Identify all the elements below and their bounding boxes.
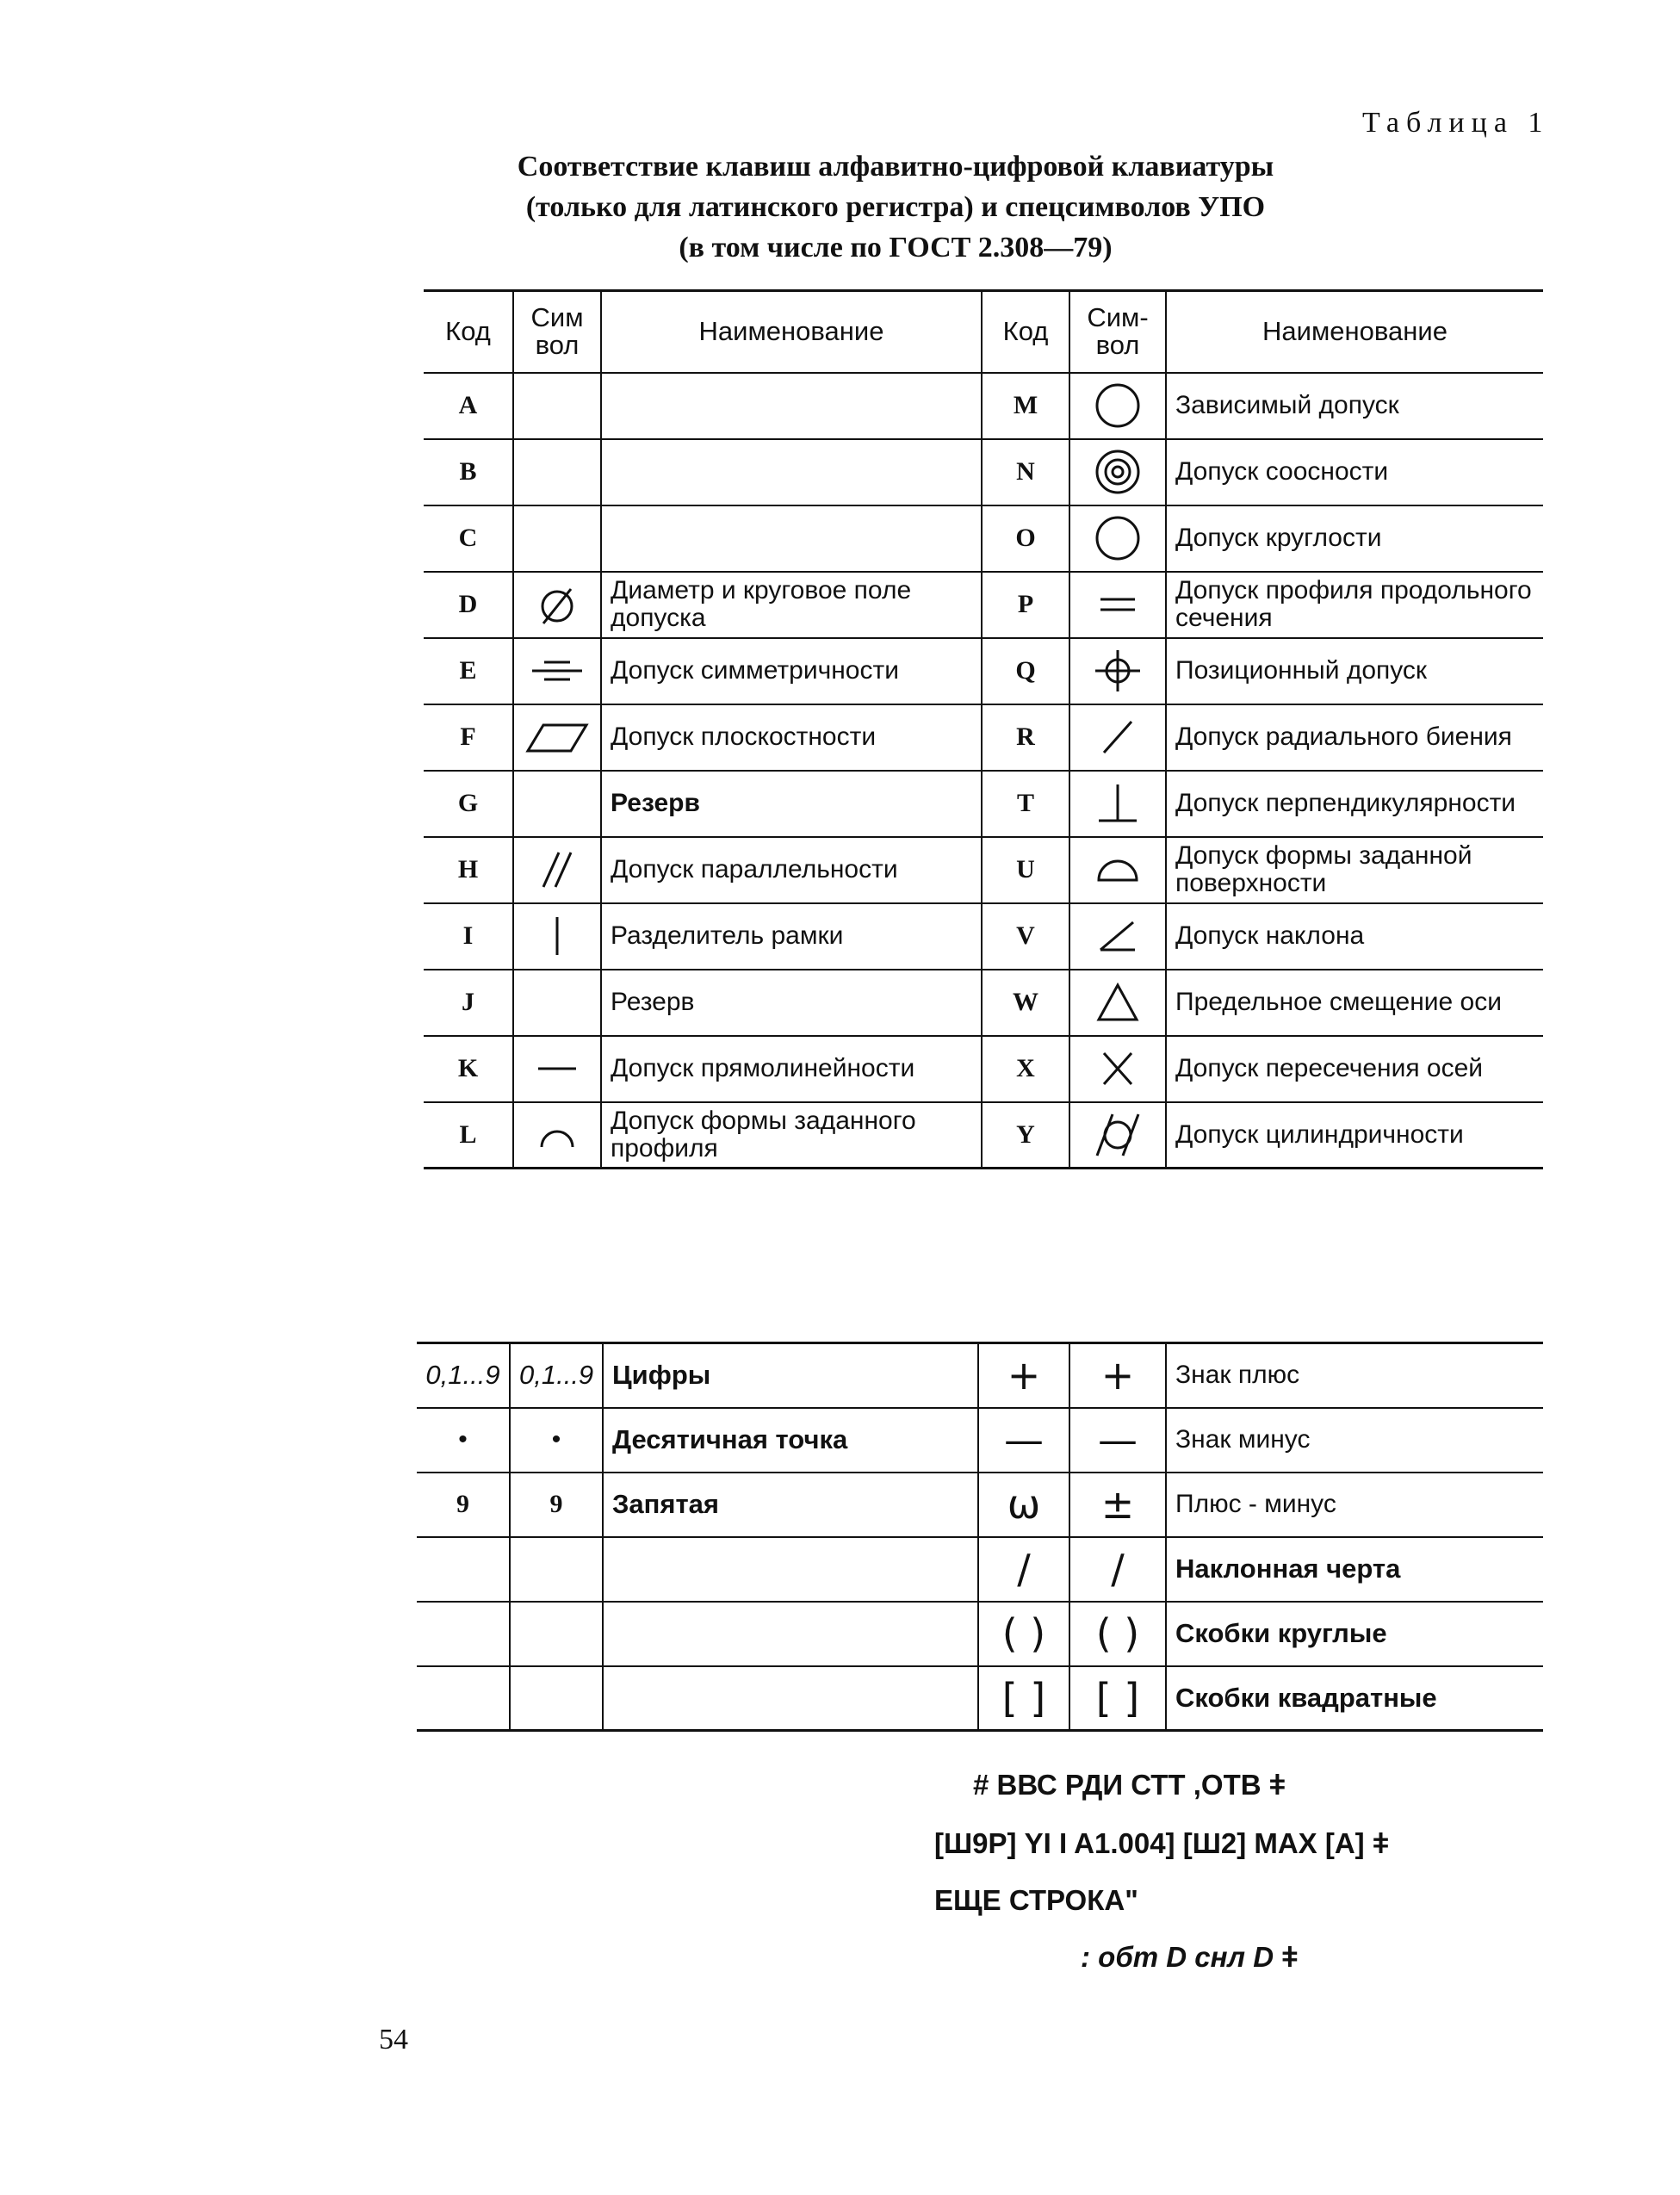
table-row (424, 1036, 1543, 1102)
diameter-icon (531, 579, 583, 630)
symbol-cell (513, 373, 601, 439)
table-row (424, 373, 1543, 439)
symbol-cell (513, 970, 601, 1036)
key-code: K (424, 1036, 513, 1102)
symbol-cell (513, 704, 601, 771)
perpendicularity-icon (1092, 778, 1144, 829)
symbol-name: Скобки круглые (1166, 1602, 1543, 1666)
table-header-row (424, 291, 1543, 373)
key-code: I (424, 903, 513, 970)
key-code (417, 1666, 510, 1731)
key-code: R (982, 704, 1069, 771)
symbol-cell: — (1069, 1408, 1166, 1473)
symbol-name (601, 439, 982, 505)
position-icon (1090, 645, 1145, 697)
key-code: D (424, 572, 513, 638)
key-code: L (424, 1102, 513, 1169)
table-row (424, 970, 1543, 1036)
symbol-cell (1069, 903, 1166, 970)
symbol-name: Зависимый допуск (1166, 373, 1543, 439)
keyboard-symbol-table (424, 289, 1543, 1169)
key-code: C (424, 505, 513, 572)
caption-line-1: Соответствие клавиш алфавитно-цифровой клавиатуры (517, 151, 1274, 183)
key-code: Q (982, 638, 1069, 704)
symbol-cell: 9 (510, 1473, 603, 1537)
table-row (424, 439, 1543, 505)
table-row (424, 704, 1543, 771)
table-row (424, 771, 1543, 837)
key-code: ( ) (978, 1602, 1069, 1666)
symbol-cell (1069, 771, 1166, 837)
symbol-name: Допуск формы заданной поверхности (1166, 837, 1543, 903)
command-line-4: : обт D снл D ǂ (1081, 1941, 1299, 1973)
symbol-cell: 0,1...9 (510, 1343, 603, 1408)
symbol-name (603, 1666, 978, 1731)
profile-section-icon (1092, 579, 1144, 630)
key-code: V (982, 903, 1069, 970)
table-row (417, 1343, 1543, 1408)
symmetry-icon (527, 645, 587, 697)
key-code: W (982, 970, 1069, 1036)
circle-icon (1092, 512, 1144, 564)
cross-icon (1092, 1043, 1144, 1094)
table-row (424, 837, 1543, 903)
symbol-cell (1069, 638, 1166, 704)
symbol-cell (510, 1602, 603, 1666)
symbol-name: Разделитель рамки (601, 903, 982, 970)
symbol-name: Наклонная черта (1166, 1537, 1543, 1602)
triangle-icon (1092, 977, 1144, 1028)
key-code: E (424, 638, 513, 704)
command-line-1: # ВВС РДИ СТТ ,ОТВ ǂ (973, 1769, 1286, 1801)
angularity-icon (1092, 910, 1144, 962)
caption-line-2: (только для латинского регистра) и спецсимволов УПО (525, 191, 1266, 223)
straightness-icon (531, 1043, 583, 1094)
header-code-2: Код (982, 291, 1069, 373)
symbol-name: Допуск круглости (1166, 505, 1543, 572)
symbol-cell (1069, 373, 1166, 439)
symbol-name: Запятая (603, 1473, 978, 1537)
symbol-name: Допуск наклона (1166, 903, 1543, 970)
symbol-cell (510, 1537, 603, 1602)
symbol-name: Допуск радиального биения (1166, 704, 1543, 771)
key-code: 9 (417, 1473, 510, 1537)
symbol-name: Допуск соосности (1166, 439, 1543, 505)
key-code: T (982, 771, 1069, 837)
symbol-name: Позиционный допуск (1166, 638, 1543, 704)
symbol-cell (1069, 1036, 1166, 1102)
symbol-cell (1069, 572, 1166, 638)
symbol-cell (1069, 837, 1166, 903)
symbol-name: Знак плюс (1166, 1343, 1543, 1408)
symbol-name: Резерв (601, 970, 982, 1036)
symbol-cell (513, 572, 601, 638)
table-row (424, 638, 1543, 704)
table-row (417, 1408, 1543, 1473)
symbol-cell: + (1069, 1343, 1166, 1408)
symbol-cell (1069, 970, 1166, 1036)
header-code: Код (424, 291, 513, 373)
symbol-name: Допуск прямолинейности (601, 1036, 982, 1102)
symbol-cell: • (510, 1408, 603, 1473)
symbol-cell (513, 439, 601, 505)
table-row (417, 1666, 1543, 1731)
command-line-2: [Ш9Р] YI I A1.004] [Ш2] MAX [A] ǂ (934, 1827, 1390, 1859)
key-code: ω (978, 1473, 1069, 1537)
key-code: + (978, 1343, 1069, 1408)
key-code: X (982, 1036, 1069, 1102)
symbol-name: Диаметр и круговое поле допуска (601, 572, 982, 638)
key-code: A (424, 373, 513, 439)
key-code (417, 1602, 510, 1666)
key-code: Y (982, 1102, 1069, 1169)
symbol-cell (510, 1666, 603, 1731)
symbol-cell (513, 771, 601, 837)
table-caption (465, 146, 1326, 268)
symbol-cell (513, 837, 601, 903)
key-code: N (982, 439, 1069, 505)
key-code: — (978, 1408, 1069, 1473)
symbol-name: Допуск симметричности (601, 638, 982, 704)
symbol-name: Допуск формы заданного профиля (601, 1102, 982, 1169)
table-row (424, 1102, 1543, 1169)
key-code: M (982, 373, 1069, 439)
symbol-name: Десятичная точка (603, 1408, 978, 1473)
key-code: 0,1...9 (417, 1343, 510, 1408)
key-code: [ ] (978, 1666, 1069, 1731)
symbol-name: Предельное смещение оси (1166, 970, 1543, 1036)
circle-icon (1092, 380, 1144, 431)
symbol-name: Допуск пересечения осей (1166, 1036, 1543, 1102)
symbol-cell: / (1069, 1537, 1166, 1602)
table-row (417, 1537, 1543, 1602)
key-code: • (417, 1408, 510, 1473)
key-code: J (424, 970, 513, 1036)
symbol-cell (513, 638, 601, 704)
symbol-cell (513, 1036, 601, 1102)
symbol-name: Допуск профиля продольного сечения (1166, 572, 1543, 638)
header-symbol-2: Сим-вол (1069, 291, 1166, 373)
symbol-cell (513, 505, 601, 572)
key-code: G (424, 771, 513, 837)
table-row (424, 572, 1543, 638)
header-name-2: Наименование (1166, 291, 1543, 373)
key-code: F (424, 704, 513, 771)
flatness-icon (523, 711, 592, 763)
command-line-3: ЕЩЕ СТРОКА" (934, 1884, 1138, 1916)
symbol-name: Плюс - минус (1166, 1473, 1543, 1537)
separator-icon (540, 910, 574, 962)
header-name: Наименование (601, 291, 982, 373)
line-profile-icon (531, 1109, 583, 1161)
symbol-name (601, 505, 982, 572)
symbol-name: Допуск перпендикулярности (1166, 771, 1543, 837)
symbol-name: Допуск цилиндричности (1166, 1102, 1543, 1169)
runout-icon (1092, 711, 1144, 763)
symbol-name: Знак минус (1166, 1408, 1543, 1473)
symbol-cell (513, 1102, 601, 1169)
table-row (424, 505, 1543, 572)
symbol-name: Скобки квадратные (1166, 1666, 1543, 1731)
surface-profile-icon (1090, 844, 1145, 896)
symbol-cell: ( ) (1069, 1602, 1166, 1666)
key-code: B (424, 439, 513, 505)
header-symbol: Сим вол (513, 291, 601, 373)
parallelism-icon (531, 844, 583, 896)
symbol-name (603, 1537, 978, 1602)
special-characters-table (417, 1342, 1543, 1732)
table-number-label: Таблица 1 (1362, 107, 1550, 139)
page-number: 54 (379, 2024, 408, 2055)
symbol-name: Допуск параллельности (601, 837, 982, 903)
symbol-cell (513, 903, 601, 970)
symbol-name (601, 373, 982, 439)
symbol-cell (1069, 505, 1166, 572)
symbol-name (603, 1602, 978, 1666)
symbol-cell (1069, 1102, 1166, 1169)
key-code: H (424, 837, 513, 903)
table-row (417, 1473, 1543, 1537)
key-code: / (978, 1537, 1069, 1602)
symbol-cell: ± (1069, 1473, 1166, 1537)
key-code: U (982, 837, 1069, 903)
key-code: P (982, 572, 1069, 638)
table-row (424, 903, 1543, 970)
cylindricity-icon (1090, 1109, 1145, 1161)
key-code: O (982, 505, 1069, 572)
symbol-cell (1069, 704, 1166, 771)
symbol-name: Резерв (601, 771, 982, 837)
key-code (417, 1537, 510, 1602)
symbol-name: Допуск плоскостности (601, 704, 982, 771)
table-row (417, 1602, 1543, 1666)
symbol-name: Цифры (603, 1343, 978, 1408)
symbol-cell (1069, 439, 1166, 505)
symbol-cell: [ ] (1069, 1666, 1166, 1731)
caption-line-3: (в том числе по ГОСТ 2.308—79) (679, 232, 1113, 264)
concentric-circles-icon (1092, 446, 1144, 498)
